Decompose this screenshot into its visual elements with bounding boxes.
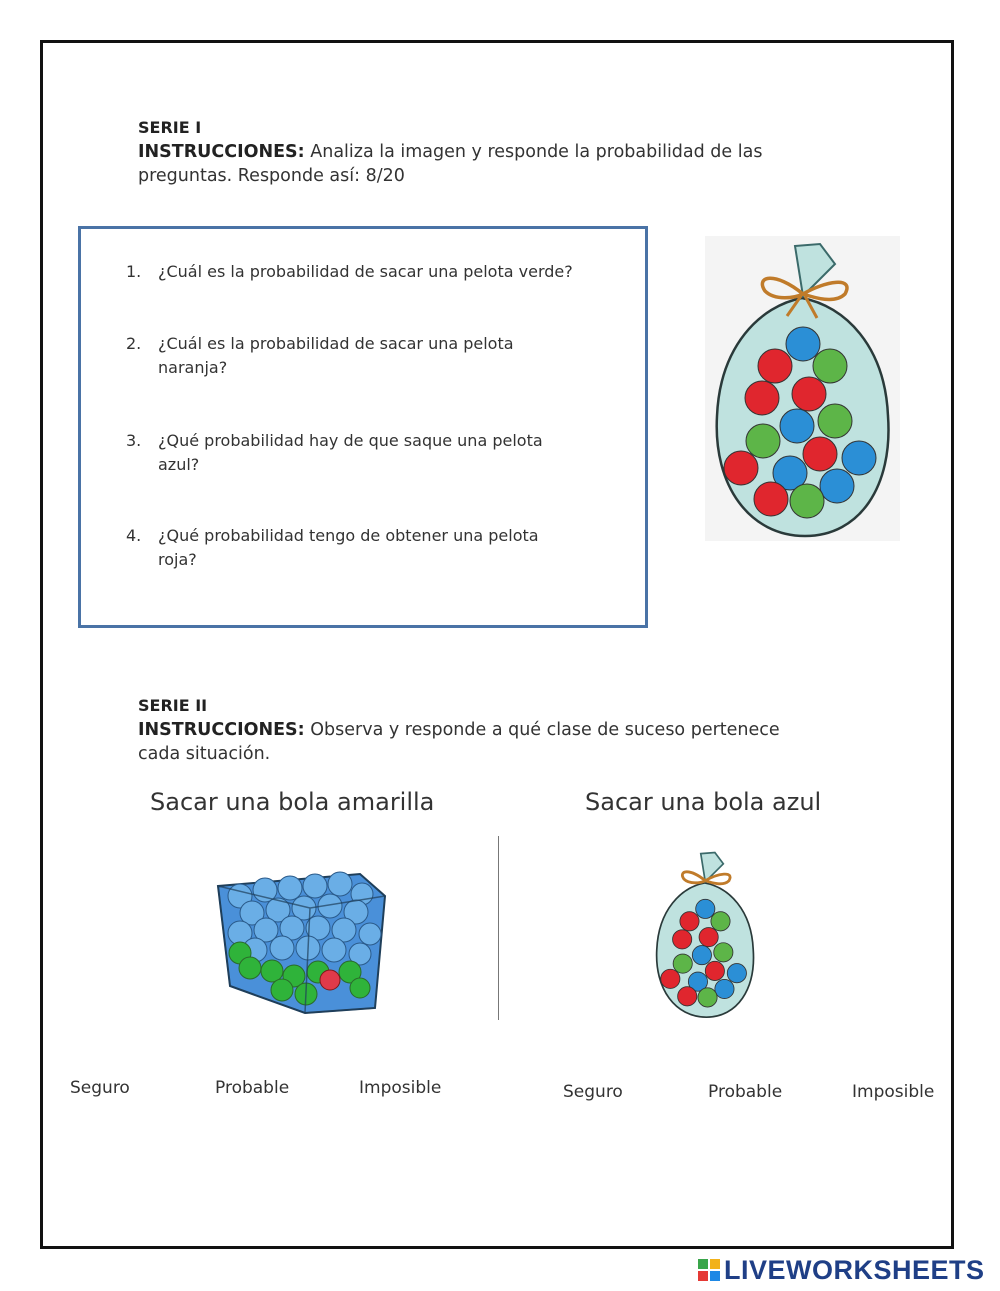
serie-2-title: SERIE II — [138, 696, 208, 715]
serie-2-header — [138, 694, 838, 766]
question-number: 2. — [126, 334, 142, 353]
question-text: ¿Qué probabilidad hay de que saque una pelota azul? — [158, 431, 543, 474]
instructions-text: Observa y responde a qué clase de suceso pertenece — [310, 720, 780, 740]
situation-2-option-seguro[interactable]: Seguro — [563, 1082, 623, 1102]
small-ball-bag-illustration — [650, 848, 760, 1020]
questions-box — [78, 226, 648, 628]
situation-1-option-probable[interactable]: Probable — [215, 1078, 290, 1098]
brand-name: LIVEWORKSHEETS — [724, 1254, 985, 1285]
serie-1-title: SERIE I — [138, 118, 202, 137]
situation-2-option-imposible[interactable]: Imposible — [852, 1082, 935, 1102]
question-number: 4. — [126, 526, 142, 545]
instructions-label: INSTRUCCIONES: — [138, 142, 305, 162]
serie-1-instructions — [138, 140, 838, 164]
situation-2-option-probable[interactable]: Probable — [708, 1082, 783, 1102]
ball-box-illustration — [210, 868, 390, 1018]
liveworksheets-logo — [698, 1255, 985, 1285]
instructions-text: Analiza la imagen y responde la probabilidad de las — [310, 142, 763, 162]
situation-1-title: Sacar una bola amarilla — [150, 788, 435, 816]
situation-1-option-imposible[interactable]: Imposible — [359, 1078, 442, 1098]
instructions-text-2: preguntas. Responde así: 8/20 — [138, 166, 405, 186]
serie-1-header — [138, 116, 838, 188]
ball-bag-illustration — [705, 236, 900, 541]
situation-2-title: Sacar una bola azul — [585, 788, 822, 816]
serie-2-instructions — [138, 718, 838, 742]
instructions-label: INSTRUCCIONES: — [138, 720, 305, 740]
question-number: 1. — [126, 262, 142, 281]
page-frame — [40, 40, 954, 1249]
question-text: ¿Qué probabilidad tengo de obtener una pelota roja? — [158, 526, 539, 569]
liveworksheets-logo-icon — [698, 1259, 720, 1281]
instructions-text-2: cada situación. — [138, 744, 271, 764]
question-text: ¿Cuál es la probabilidad de sacar una pelota verde? — [158, 262, 573, 281]
column-divider — [498, 836, 499, 1020]
situation-1-option-seguro[interactable]: Seguro — [70, 1078, 130, 1098]
question-number: 3. — [126, 431, 142, 450]
question-text: ¿Cuál es la probabilidad de sacar una pelota naranja? — [158, 334, 514, 377]
